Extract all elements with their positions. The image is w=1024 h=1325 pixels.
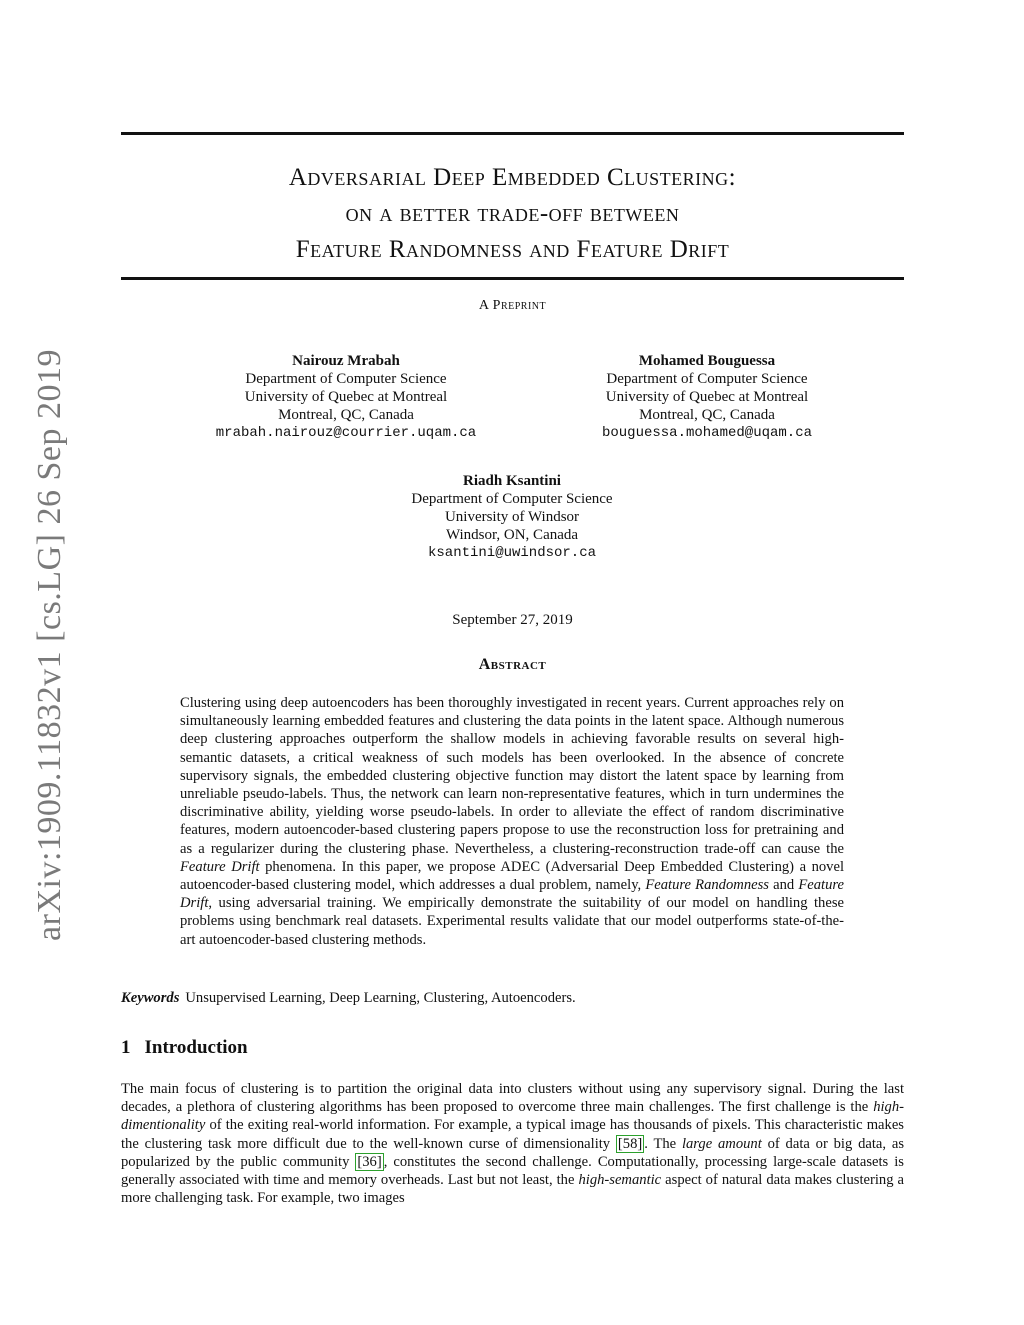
author-department: Department of Computer Science [606,371,808,387]
bottom-title-rule [121,277,904,280]
title-line-1: Adversarial Deep Embedded Clustering: [288,164,737,191]
intro-emphasis: high-semantic [578,1172,662,1189]
section-title: Introduction [144,1037,248,1058]
abstract-emphasis: Feature Drift [180,877,845,912]
author-department: Department of Computer Science [245,371,447,387]
author-email[interactable]: bouguessa.mohamed@uqam.ca [601,425,813,441]
arxiv-identifier-stamp: arXiv:1909.11832v1 [cs.LG] 26 Sep 2019 [31,349,68,941]
abstract-text: , using adversarial training. We empirically demonstrate the suitability of our model on handling these problems using benchmark real datasets. Experimental results validate that our model outperforms state-of-the-art autoencoder-based clustering methods. [180,895,844,948]
citation-link[interactable]: [36] [357,1153,382,1170]
paper-title [121,160,904,268]
author-name: Nairouz Mrabah [292,353,400,369]
title-line-2: on a better trade-off between [345,200,680,227]
intro-text: aspect of natural data makes clustering a more challenging task. For example, two images [121,1172,904,1207]
author-block-3 [342,472,682,562]
citation-link[interactable]: [58] [617,1135,643,1152]
author-block-1 [176,352,516,442]
intro-emphasis: high-dimentionality [121,1099,904,1134]
title-line-3: Feature Randomness and Feature Drift [295,236,730,263]
author-location: Montreal, QC, Canada [639,407,775,423]
author-location: Montreal, QC, Canada [278,407,414,423]
author-name: Riadh Ksantini [463,473,561,489]
author-name: Mohamed Bouguessa [638,353,776,369]
abstract-text: Clustering using deep autoencoders has been thoroughly investigated in recent years. Current approaches rely on simultaneously learning embedded features and clustering the data points in the latent space. Although numerous deep clustering approaches outperform the shallow models in achieving favorable results on several high-semantic datasets, a critical weakness of such models has been overlooked. In the absence of concrete supervisory signals, the embedded clustering objective function may distort the latent space by learning from unreliable pseudo-labels. Thus, the network can learn non-representative features, which in turn undermines the discriminative ability, yielding worse pseudo-labels. In order to alleviate the effect of random discriminative features, modern autoencoder-based clustering papers propose to use the reconstruction loss for pretraining and as a regularizer during the clustering phase. Nevertheless, a clustering-reconstruction trade-off can cause the [180,695,844,857]
top-rule [121,132,904,135]
intro-text: , constitutes the second challenge. Computationally, processing large-scale datasets is generally associated with time and memory overheads. Last but not least, the [121,1153,904,1189]
abstract-heading: Abstract [478,656,547,673]
introduction-paragraph [121,1080,904,1207]
preprint-label: A Preprint [478,298,547,313]
keywords-label: Keywords [121,990,180,1006]
author-university: University of Quebec at Montreal [605,389,809,405]
intro-text: of data or big data, as popularized by the public community [121,1135,904,1170]
author-email[interactable]: ksantini@uwindsor.ca [427,545,597,561]
intro-emphasis: large amount [681,1135,762,1152]
intro-text: The main focus of clustering is to partition the original data into clusters without using any supervisory signal. During the last decades, a plethora of clustering algorithms has been proposed to overcome three main challenges. The first challenge is the [121,1081,904,1116]
abstract-emphasis: Feature Drift [180,858,260,875]
author-university: University of Windsor [444,509,580,525]
abstract-text: phenomena. In this paper, we propose ADEC (Adversarial Deep Embedded Clustering) a novel autoencoder-based clustering model, which addresses a dual problem, namely, [180,858,844,894]
author-block-2 [537,352,877,442]
author-university: University of Quebec at Montreal [244,389,448,405]
author-department: Department of Computer Science [411,491,613,507]
publication-date: September 27, 2019 [452,612,573,628]
keywords-line [121,990,904,1007]
author-location: Windsor, ON, Canada [445,527,579,543]
abstract-text: and [768,877,799,894]
intro-text: of the exiting real-world information. For example, a typical image has thousands of pixels. This characteristic makes the clustering task more difficult due to the well-known curse of dimensionality [121,1117,904,1152]
intro-text: . The [644,1135,682,1152]
section-number: 1 [121,1037,131,1058]
keywords-text: Unsupervised Learning, Deep Learning, Clustering, Autoencoders. [185,990,576,1006]
abstract-emphasis: Feature Randomness [645,877,769,894]
section-heading [121,1037,248,1059]
abstract-body [180,694,844,949]
author-email[interactable]: mrabah.nairouz@courrier.uqam.ca [215,425,477,441]
